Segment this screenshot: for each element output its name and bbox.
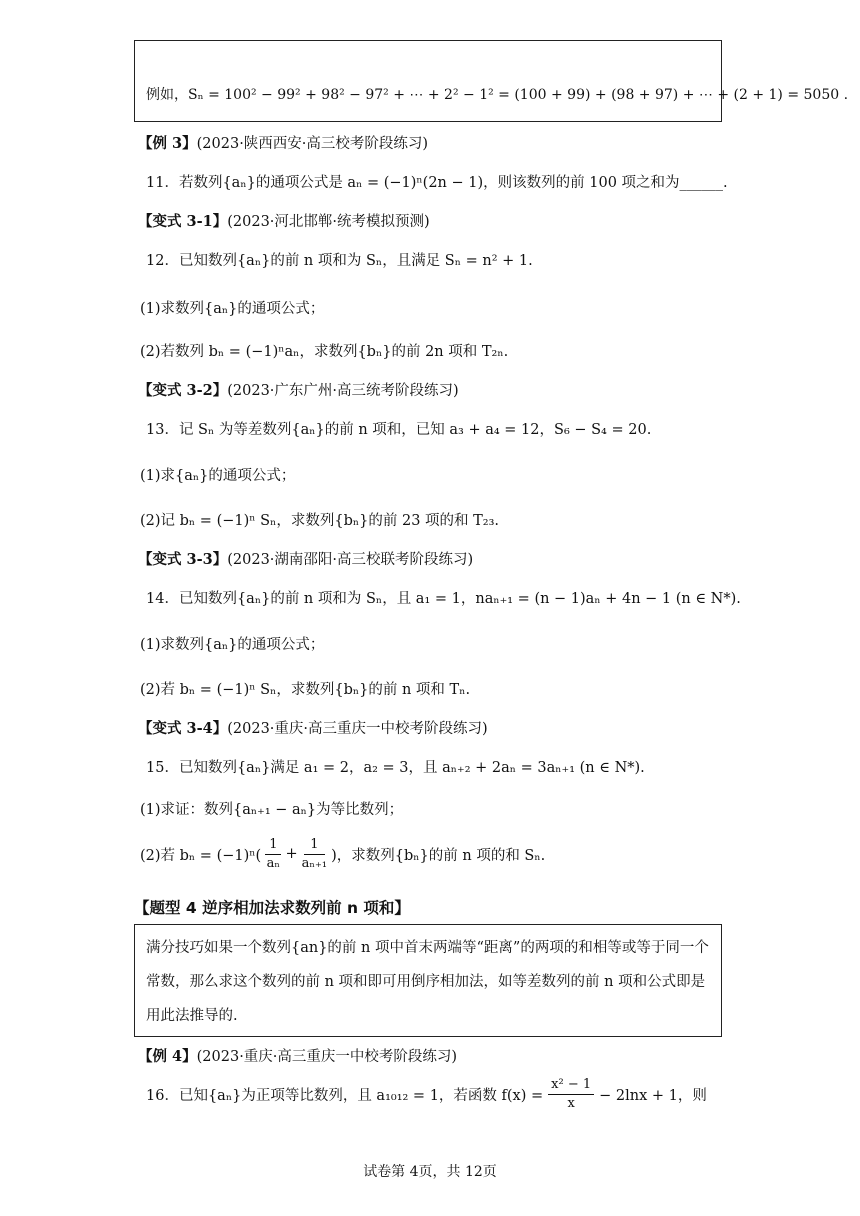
variant31-header [138,210,430,231]
problem-11: 11．若数列{aₙ}的通项公式是 aₙ = (−1)ⁿ(2n − 1)，则该数列的前 100 项之和为______. [146,175,728,191]
fraction-1-over-an1 [302,836,327,873]
example4-label: 【例 4】 [138,1048,197,1065]
variant32-label: 【变式 3-2】 [138,382,228,399]
problem-13-part1: (1)求{aₙ}的通项公式； [140,468,296,484]
variant31-label: 【变式 3-1】 [138,213,228,230]
plus-sign: + [285,846,298,862]
variant33-label: 【变式 3-3】 [138,551,228,568]
problem-15-part2 [140,832,545,876]
problem-12: 12．已知数列{aₙ}的前 n 项和为 Sₙ，且满足 Sₙ = n² + 1. [146,253,533,269]
variant33-source: (2023·湖南邵阳·高三校联考阶段练习) [227,552,474,568]
fraction-1-numerator: 1 [265,836,281,855]
variant34-header [138,717,488,738]
topic4-heading: 【题型 4 逆序相加法求数列前 n 项和】 [134,899,410,917]
fraction-denominator: x [567,1095,575,1111]
problem-15: 15．已知数列{aₙ}满足 a₁ = 2，a₂ = 3，且 aₙ₊₂ + 2aₙ = 3aₙ₊₁ (n ∈ N*). [146,760,645,776]
variant33-header [138,548,473,569]
problem-15-part2-suffix: )，求数列{bₙ}的前 n 项的和 Sₙ. [331,847,546,864]
fraction-2-numerator: 1 [304,836,324,855]
example4-header [138,1045,457,1066]
problem-14: 14．已知数列{aₙ}的前 n 项和为 Sₙ，且 a₁ = 1，naₙ₊₁ = (n − 1)aₙ + 4n − 1 (n ∈ N*). [146,591,741,607]
variant31-source: (2023·河北邯郸·统考模拟预测) [227,214,430,230]
variant34-source: (2023·重庆·高三重庆一中校考阶段练习) [227,721,488,737]
fraction-numerator: x² − 1 [548,1076,594,1095]
problem-14-part2: (2)若 bₙ = (−1)ⁿ Sₙ，求数列{bₙ}的前 n 项和 Tₙ. [140,682,471,698]
problem-15-part2-prefix: (2)若 bₙ = (−1)ⁿ( [140,847,262,864]
example3-label: 【例 3】 [138,135,197,152]
variant32-source: (2023·广东广州·高三统考阶段练习) [227,383,459,399]
problem-16-prefix: 16．已知{aₙ}为正项等比数列，且 a₁₀₁₂ = 1，若函数 f(x) = [146,1087,544,1104]
example3-source: (2023·陕西西安·高三校考阶段练习) [196,136,429,152]
fraction-x2-1-over-x [548,1076,594,1113]
variant32-header [138,379,459,400]
problem-15-part1: (1)求证：数列{aₙ₊₁ − aₙ}为等比数列； [140,802,404,818]
problem-13-part2: (2)记 bₙ = (−1)ⁿ Sₙ，求数列{bₙ}的前 23 项的和 T₂₃. [140,513,500,529]
example-box [134,40,722,122]
fraction-2-denominator: aₙ₊₁ [301,855,328,871]
page-footer: 试卷第 4页，共 12页 [363,1164,497,1180]
fraction-1-denominator: aₙ [266,855,281,871]
problem-14-part1: (1)求数列{aₙ}的通项公式； [140,637,325,653]
fraction-1-over-an [265,836,281,873]
tip-line-2: 常数，那么求这个数列的前 n 项和即可用倒序相加法，如等差数列的前 n 项和公式即是 [146,974,706,990]
example-formula: 例如，Sₙ = 100² − 99² + 98² − 97² + ⋯ + 2² − 1² = (100 + 99) + (98 + 97) + ⋯ + (2 + 1) = 5050 . [146,87,849,103]
tip-line-3: 用此法推导的. [146,1008,238,1024]
problem-13: 13．记 Sₙ 为等差数列{aₙ}的前 n 项和，已知 a₃ + a₄ = 12，S₆ − S₄ = 20. [146,422,652,438]
example4-source: (2023·重庆·高三重庆一中校考阶段练习) [196,1049,458,1065]
variant34-label: 【变式 3-4】 [138,720,228,737]
problem-12-part2: (2)若数列 bₙ = (−1)ⁿaₙ，求数列{bₙ}的前 2n 项和 T₂ₙ. [140,344,509,360]
tip-line-1: 满分技巧如果一个数列{an}的前 n 项中首末两端等“距离”的两项的和相等或等于同一个 [146,940,709,956]
example3-header [138,132,428,153]
problem-16-suffix: − 2lnx + 1，则 [599,1087,707,1104]
problem-12-part1: (1)求数列{aₙ}的通项公式； [140,301,325,317]
problem-16 [146,1072,707,1116]
